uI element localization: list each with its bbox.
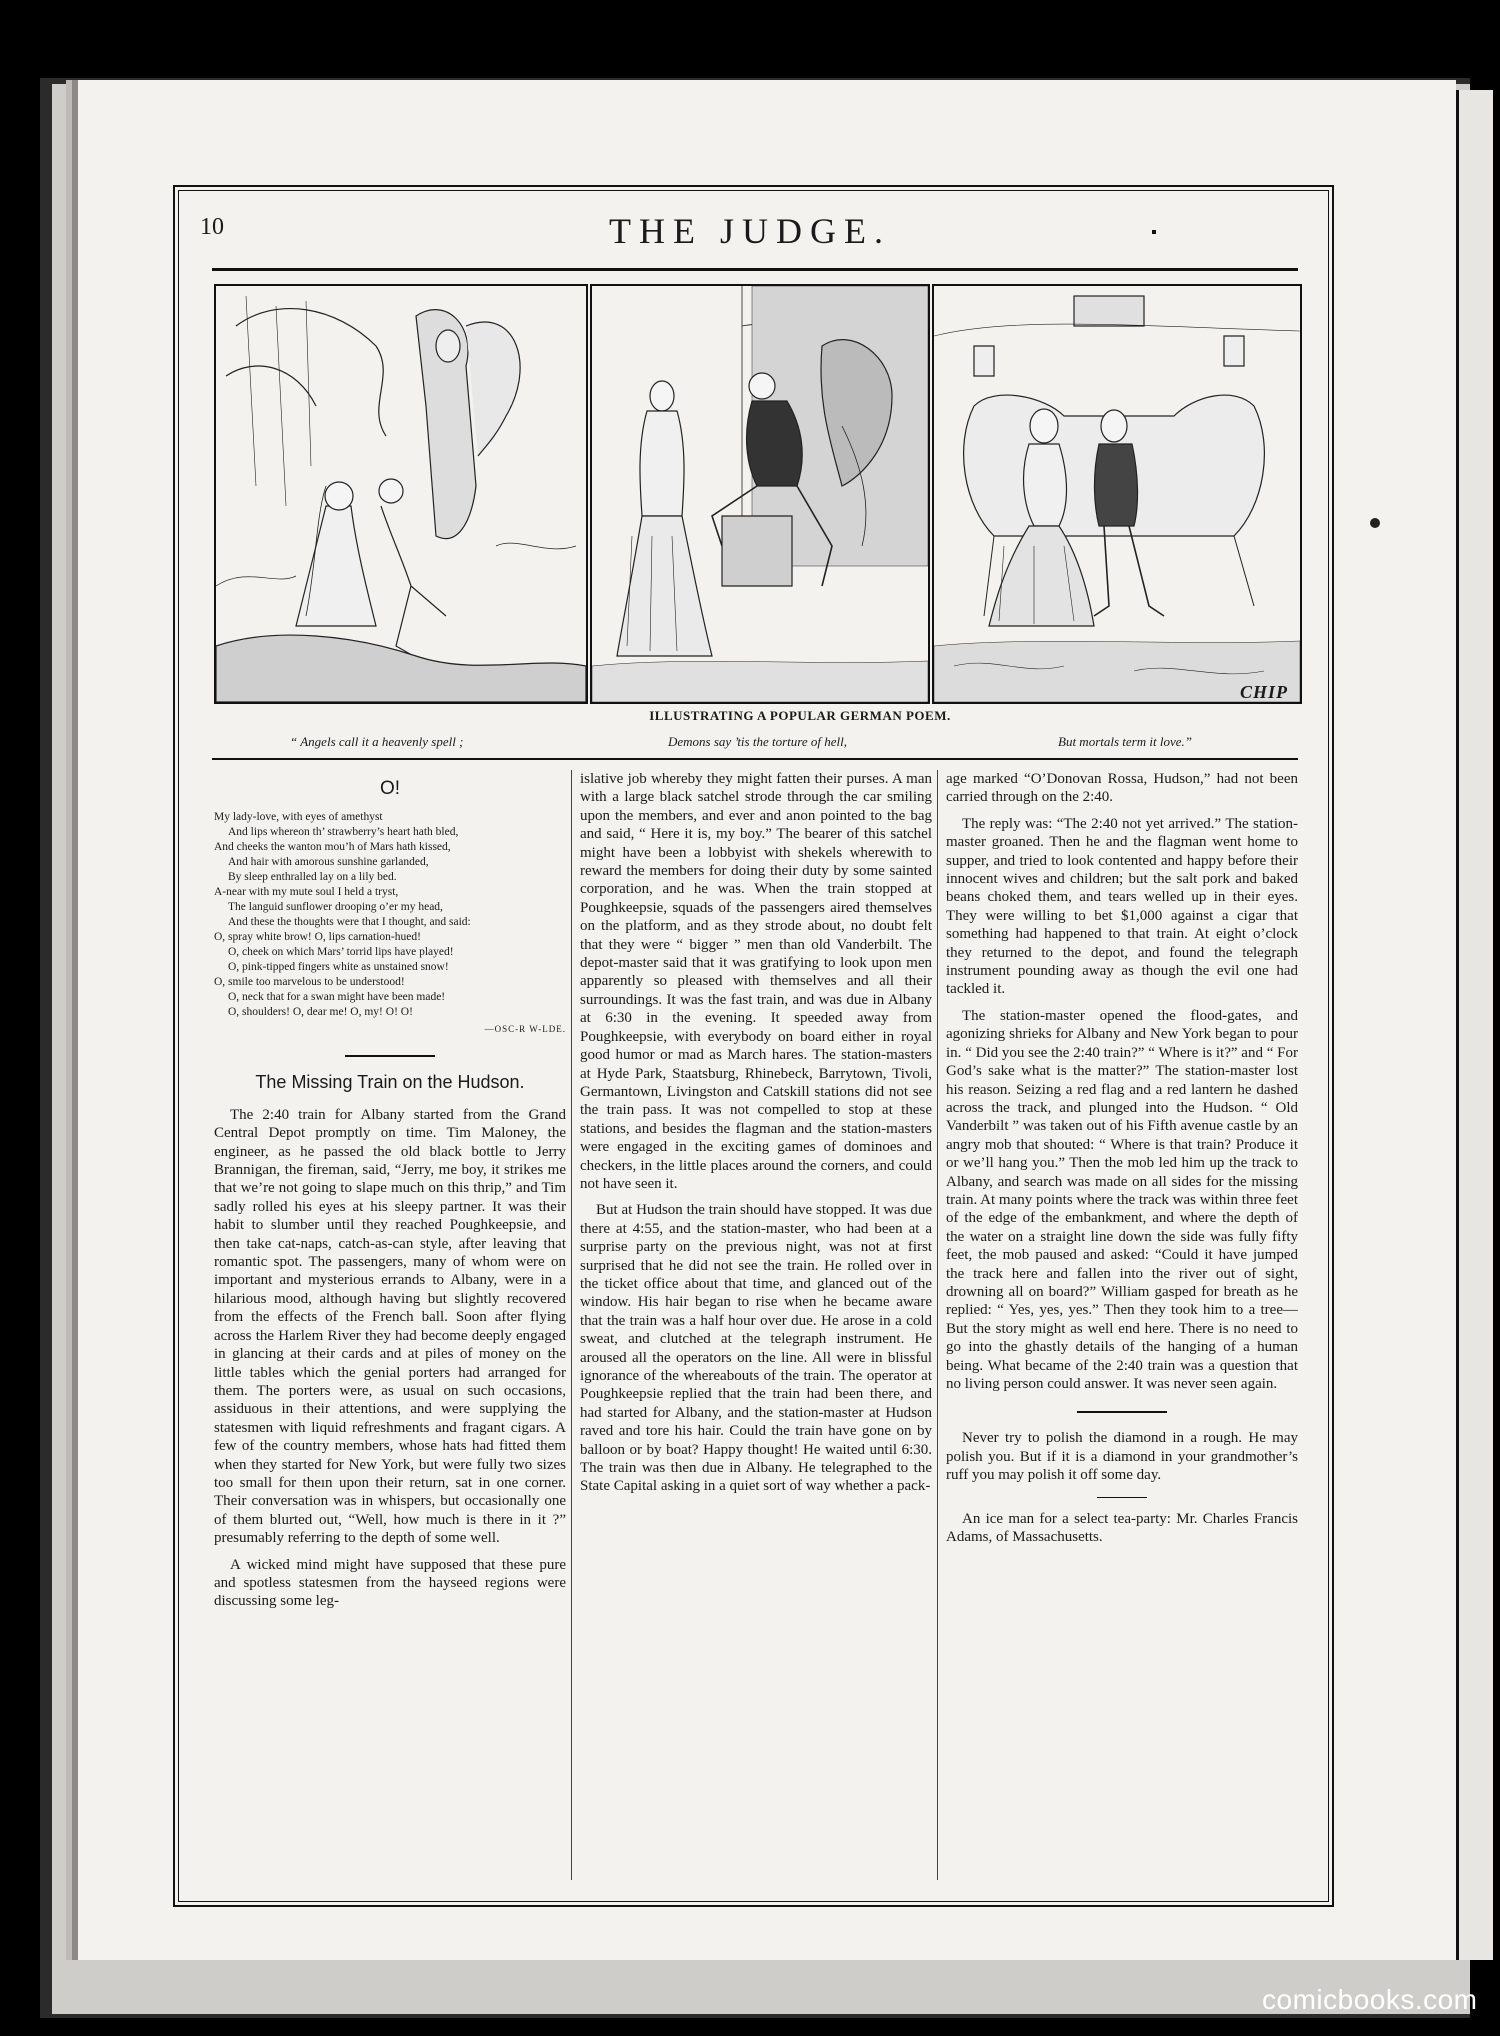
column-3	[946, 770, 1298, 1880]
poem-line: And hair with amorous sunshine garlanded,	[228, 856, 429, 869]
column-divider	[937, 770, 938, 1880]
article-paragraph: The reply was: “The 2:40 not yet arrived.” The station-master groaned. Then he and the flagman went home to supper, and tried to look contented and happy before their innocent wives and children; but the salt pork and baked beans choked them, and tears welled up in their eyes. They were willing to bet $1,000 against a cigar that something had happened to that train. At eight o’clock they returned to the depot, and found the telegraph instrument pounding away as though the evil one had tackled it.	[946, 815, 1298, 998]
section-rule	[1097, 1497, 1147, 1498]
article-title: The Missing Train on the Hudson.	[255, 1072, 525, 1093]
caption-demons: Demons say ’tis the torture of hell,	[668, 734, 847, 749]
poem-line: O, neck that for a swan might have been made!	[228, 991, 446, 1004]
article-paragraph: The station-master opened the flood-gates, and agonizing shrieks for Albany and New York began to pour in. “ Did you see the 2:40 train?” “ Where is it?” and “ For God’s sake what is the matter?” The station-master lost his reason. Seizing a red flag and a red lantern he dashed across the track, and plunged into the Hudson. “ Old Vanderbilt ” was taken out of his Fifth avenue castle by an angry mob that shouted: “ Where is that train? Produce it or we’ll hang you.” Then the mob led him up the track to Albany, and search was made on all sides for the missing train. At many points where the track was within three feet of the edge of the embankment, and where the depth of the water on a straight line down the side was fully fifty feet, the mob paused and asked: “Could it have jumped the track here and fallen into the river out of sight, drowning all on board?” William gasped for breath as he replied: “ Yes, yes, yes.” Then they took him to a tree— But the story might as well end here. There is no need to go into the ghastly details of the hanging of a human being. What became of the 2:40 train was a question that no living person could answer. It was never seen again.	[946, 1007, 1298, 1392]
column-1	[214, 770, 566, 1880]
masthead-rule	[212, 268, 1298, 271]
poem-line: O, cheek on which Mars’ torrid lips have played!	[228, 946, 454, 959]
poem-line: O, shoulders! O, dear me! O, my! O! O!	[228, 1006, 413, 1019]
panel-angels	[214, 284, 588, 704]
binding-hole	[1370, 518, 1380, 528]
watermark: comicbooks.com	[1262, 1984, 1478, 2015]
poem-line: And these the thoughts were that I thought, and said:	[228, 916, 471, 929]
illustration-panels	[214, 284, 1300, 704]
panel-demons	[590, 284, 930, 704]
section-rule	[345, 1055, 435, 1057]
caption-rule	[212, 758, 1298, 760]
article-paragraph: islative job whereby they might fatten their purses. A man with a large black satchel strode through the car smiling upon the members, and ever and anon pointed to the bag and said, “ Here it is, my boy.” The bearer of this satchel might have been a lobbyist with shekels wherewith to reward the members for doing their duty by some sainted corporation, and he was. When the train stopped at Poughkeepsie, squads of the passengers aired themselves on the platform, and as they strode about, no doubt felt that they were “ bigger ” men than old Vanderbilt. The depot-master said that it was gratifying to look upon men apparently so pleased with themselves and all their surroundings. It was the fast train, and was due in Albany at 6:30 in the evening. It speeded away from Poughkeepsie, with everybody on board either in royal good humor or mad as March hares. The station-masters at Hyde Park, Staatsburg, Rhinebeck, Barrytown, Tivoli, Germantown, Livingston and Catskill stations did not see the train pass. It was not compelled to stop at these stations, and besides the flagman and the station-masters were engaged in the exciting games of dominoes and checkers, in the little places around the corners, and could not have seen it.	[580, 771, 932, 1192]
poem-line: O, pink-tipped fingers white as unstained snow!	[228, 961, 449, 974]
poem-line: And cheeks the wanton mou’h of Mars hath kissed,	[214, 841, 451, 854]
article-paragraph: But at Hudson the train should have stopped. It was due there at 4:55, and the station-master, who had been at a surprise party on the previous night, was not at first surprised that he did not see the train. He rolled over in the ticket office about that time, and glanced out of the window. His hair began to rise when he became aware that the train was a half hour over due. He arose in a cold sweat, and clutched at the telegraph instrument. He aroused all the operators on the line. All were in blissful ignorance of the whereabouts of the train. The operator at Poughkeepsie replied that the train had been there, and had started for Albany, and the station-master at Hudson raved and tore his hair. Could the train have gone on by balloon or by boat? Happy thought! He waited until 6:30. The train was then due in Albany. He telegraphed to the State Capital asking in a quiet sort of way whether a pack-	[580, 1202, 932, 1495]
masthead-dot	[1152, 230, 1156, 234]
article-paragraph: age marked “O’Donovan Rossa, Hudson,” had not been carried through on the 2:40.	[946, 771, 1298, 806]
caption-angels: “ Angels call it a heavenly spell ;	[290, 734, 464, 749]
column-divider	[571, 770, 572, 1880]
article-paragraph: The 2:40 train for Albany started from the Grand Central Depot promptly on time. Tim Maloney, the engineer, as he passed the old black bottle to Jerry Brannigan, the fireman, said, “Jerry, me boy, it strikes me that we’re not going to slape much on this thrip,” and Tim sadly rolled his eyes at his sleepy partner. It was their habit to slumber until they reached Poughkeepsie, and then take cat-naps, catch-as-can style, after leaving that romantic spot. The passengers, many of whom were on important and mysterious errands to Albany, were in a hilarious mood, although having but slightly recovered from the effects of the French ball. Soon after flying across the Harlem River they had become deeply engaged in glancing at their cards and at piles of money on the little tables which the genial porters had arranged for them. The porters were, as usual on such occasions, assiduous in their attentions, and were supplying the statesmen with liquid refreshments and fragant cigars. A few of the country members, whose hats had fitted them when they started for New York, but were fully two sizes too small for theın upon their return, sat in one corner. Their conversation was in whispers, but occasionally one of them blurted out, “Well, how much is there in it ?” presumably referring to the depth of some well.	[214, 1106, 566, 1547]
filler-paragraph: An ice man for a select tea-party: Mr. Charles Francis Adams, of Massachusetts.	[946, 1510, 1298, 1546]
mortals-illustration	[934, 286, 1300, 702]
masthead-title: THE JUDGE.	[609, 211, 891, 251]
section-rule	[1077, 1411, 1167, 1413]
filler-paragraph: Never try to polish the diamond in a rough. He may polish you. But if it is a diamond in your grandmother’s ruff you may polish it off some day.	[946, 1430, 1298, 1484]
poem-line: By sleep enthralled lay on a lily bed.	[228, 871, 397, 884]
poem-line: O, smile too marvelous to be understood!	[214, 976, 405, 989]
poem-title: O!	[379, 778, 401, 799]
caption-mortals: But mortals term it love.”	[1058, 734, 1192, 749]
facing-page-edge	[1456, 90, 1493, 1960]
page-number: 10	[200, 214, 224, 240]
poem-line: And lips whereon th’ strawberry’s heart hath bled,	[228, 826, 459, 839]
poem-author: —OSC-R W-LDE.	[484, 1024, 566, 1035]
artist-signature: CHIP	[1240, 682, 1289, 702]
panel-mortals	[932, 284, 1302, 704]
article-paragraph: A wicked mind might have supposed that these pure and spotless statesmen from the hayseed regions were discussing some leg-	[214, 1556, 566, 1610]
poem-line: My lady-love, with eyes of amethyst	[214, 811, 383, 824]
angels-illustration	[216, 286, 586, 702]
poem-line: O, spray white brow! O, lips carnation-hued!	[214, 931, 421, 944]
demons-illustration	[592, 286, 928, 702]
column-2	[580, 770, 932, 1880]
illustration-title: ILLUSTRATING A POPULAR GERMAN POEM.	[649, 708, 951, 723]
poem-line: The languid sunflower drooping o’er my head,	[228, 901, 443, 914]
poem-line: A-near with my mute soul I held a tryst,	[214, 886, 399, 899]
poem-body	[214, 810, 566, 1037]
